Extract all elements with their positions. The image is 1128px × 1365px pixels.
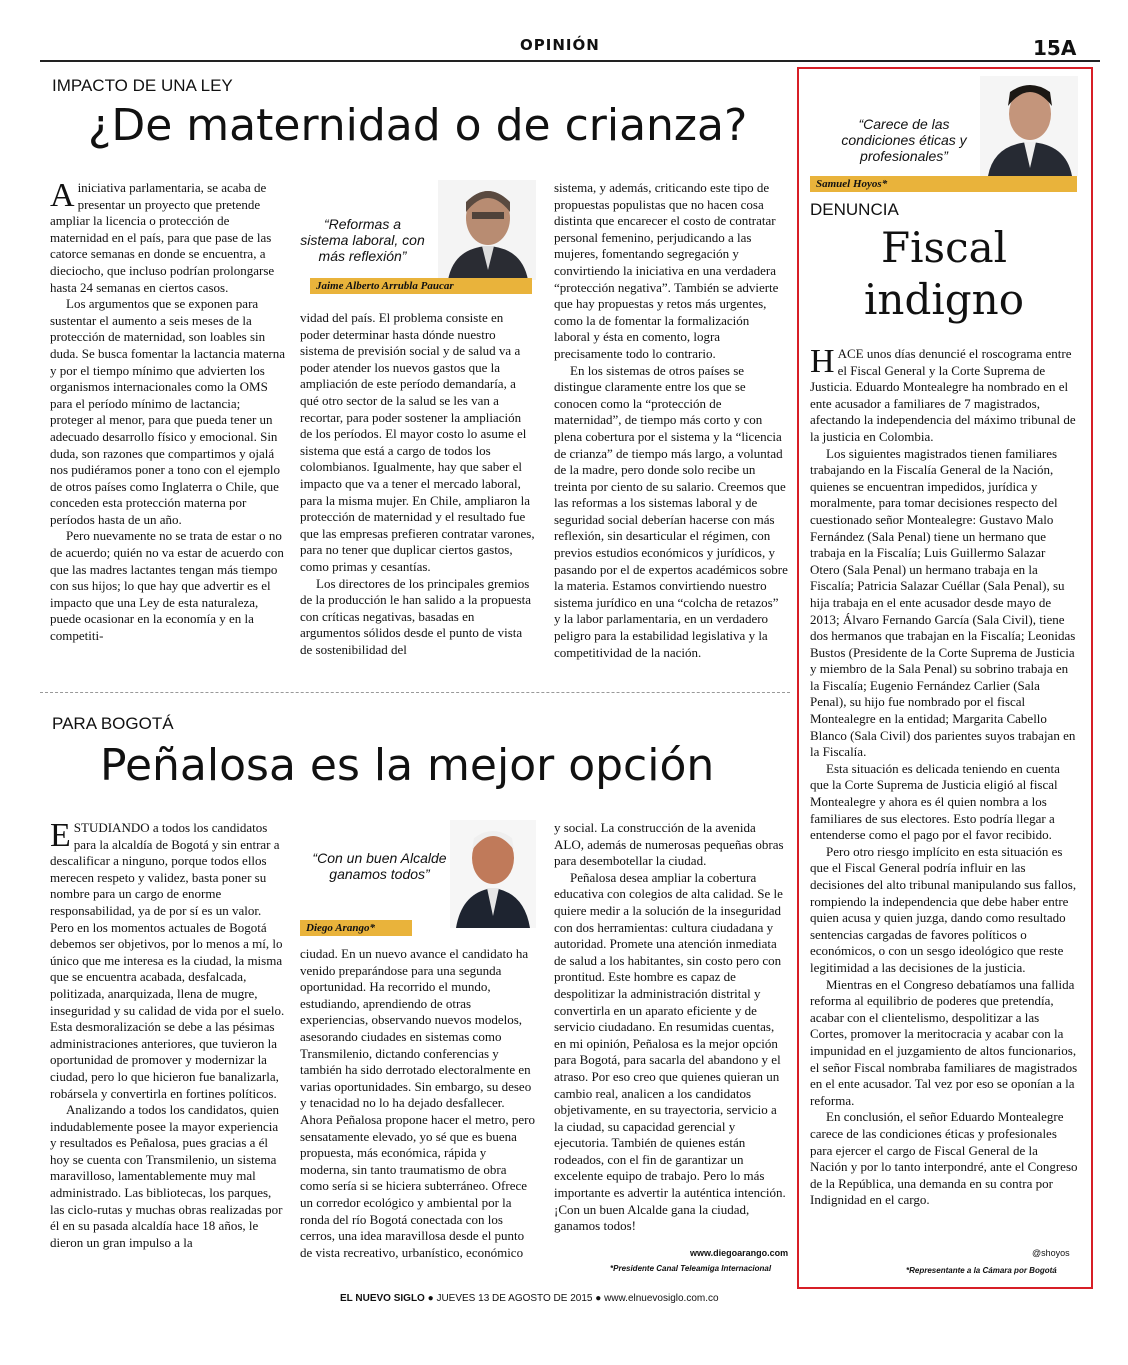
paragraph: Los argumentos que se exponen para sustentar el aumento a seis meses de la protección de maternidad, son loables sin duda. Se busca fomentar la lactancia materna y por el tiempo mínimo que advierten los organismos internacionales como la OMS para el período mínimo de lactancia; proteger al menor, para que pueda tener un adecuado desarrollo físico y emocional. Sin duda, son razones que compartimos y ojalá nos pudiéramos poner a tono con el ejemplo de otros países como Inglaterra o Chile, que conceden esta protección materna por períodos hasta de un año. xyxy=(50,296,285,527)
paragraph: Pero nuevamente no se trata de estar o no de acuerdo; quién no va estar de acuerdo con que las madres lactantes tengan más tiempo con sus hijos; lo que hay que advertir es el impacto que una Ley de esta naturaleza, puede ocasionar en la economía y en la competiti- xyxy=(50,528,284,644)
footer-date: JUEVES 13 DE AGOSTO DE 2015 xyxy=(436,1293,593,1304)
author-box-arango xyxy=(300,820,536,938)
article1-col2 xyxy=(300,310,536,658)
article2-headline: Peñalosa es la mejor opción xyxy=(100,740,715,791)
author-name: Diego Arango* xyxy=(300,920,412,936)
paragraph: Peñalosa desea ampliar la cobertura educativa con colegios de alta calidad. Se le quiere medir a la solución de la inseguridad con dos herramientas: cultura ciudadana y autoridad. Promete una atención inmediata de salud a los habitantes, sin costo pero con prontitud. Este hombre es capaz de despolitizar la administración distrital y convertirla en un aparato eficiente y de servicio ciudadano. En resumidas cuentas, en mi opinión, Peñalosa es la mejor opción para Bogotá, para sacarla del abandono y el atraso. Por eso creo que quienes quieran un cambio real, analicen a los candidatos objetivamente, en su trayectoria, servicio a la ciudad, su capacidad gerencial y ejecutoria. También de quienes están rodeados, con el fin de garantizar un excelente equipo de trabajo. Pero lo más importante es advertir la auténtica intención. ¡Con un buen Alcalde gana la ciudad, ganamos todos! xyxy=(554,869,786,1234)
author-handle: @shoyos xyxy=(1032,1248,1070,1258)
article-divider xyxy=(40,692,790,693)
headline-line: indigno xyxy=(863,275,1025,324)
paragraph: Mientras en el Congreso debatíamos una fallida reforma al equilibrio de poderes que pretendía, acabar con el clientelismo, despolitizar a las Cortes, promover la meritocracia y acabar con la impunidad en el juzgamiento de altos funcionarios, el señor Fiscal nombraba familiares de magistrados en el ente acusador. Tal vez por eso se oponían a la reforma. xyxy=(810,976,1078,1108)
headline-line: Fiscal xyxy=(880,223,1008,272)
article3-dropcap: H xyxy=(810,343,835,380)
paragraph: Los siguientes magistrados tienen familiares trabajando en la Fiscalía General de la Nación, quienes se encuentran impedidos, jurídica y moralmente, para tomar decisiones respecto del cuestionado señor Montealegre: Gustavo Malo Fernández (Sala Penal) tiene un hermano que trabaja en la Fiscalía; Luis Guillermo Salazar Otero (Sala Penal) un hermano trabaja en la Fiscalía; Patricia Salazar Cuéllar (Sala Penal), su hija trabaja en el ente acusador desde mayo de 2013; Álvaro Fernando García (Sala Civil), tiene dos hermanos que trabajan en la Fiscalía; Leonidas Bustos (Presidente de la Corte Suprema de Justicia y miembro de la Sala Penal) su sobrino trabaja en la Fiscalía; Eugenio Fernández Carlier (Sala Penal), su hijo fue nombrado por el fiscal Montealegre en la entidad; Margarita Cabello Blanco (Sala Civil) dos parientes suyos trabajan en la Fiscalía. xyxy=(810,445,1076,760)
paragraph: Los directores de los principales gremios de la producción le han salido a la propuesta con críticas negativas, basadas en argumentos sólidos desde el punto de vista de sostenibilidad del xyxy=(300,575,532,657)
author-footnote: *Representante a la Cámara por Bogotá xyxy=(906,1266,1057,1275)
article2-col2 xyxy=(300,946,536,1261)
author-name: Jaime Alberto Arrubla Paucar xyxy=(310,278,532,294)
author-photo xyxy=(450,820,536,928)
article2-kicker: PARA BOGOTÁ xyxy=(52,714,174,733)
article3-headline xyxy=(810,222,1078,326)
page-footer xyxy=(340,1293,719,1304)
pull-quote: “Con un buen Alcalde ganamos todos” xyxy=(312,850,447,882)
paragraph: ciudad. En un nuevo avance el candidato ha venido preparándose para una segunda oportunidad. Ha recorrido el mundo, estudiando, aprendiendo de otras experiencias, observando nuevos modelos, asesorando ciudades en sistemas como Transmilenio, dictando conferencias y también ha sido derrotado electoralmente en varias oportunidades. Sin embargo, su deseo y tenacidad no lo ha dejado desfallecer. Ahora Peñalosa propone hacer el metro, pero sensatamente elevado, yo sé que es buena propuesta, más económica, rápida y moderna, sin tanto traumatismo de obra como sería si se hiciera subterráneo. Ofrece un corredor ecológico y ambiental por la ronda del río Bogotá conectada con los cerros, una idea maravillosa desde el punto de vista recreativo, urbanístico, económico xyxy=(300,946,535,1260)
article1-kicker: IMPACTO DE UNA LEY xyxy=(52,76,233,95)
article1-col1 xyxy=(50,177,286,645)
bullet-icon: ● xyxy=(427,1293,434,1304)
paragraph: y social. La construcción de la avenida ALO, además de numerosas pequeñas obras para desembotellar la ciudad. xyxy=(554,820,784,869)
author-photo xyxy=(980,76,1078,176)
footer-url: www.elnuevosiglo.com.co xyxy=(604,1293,719,1304)
paragraph: vidad del país. El problema consiste en poder determinar hasta dónde nuestro sistema de previsión social y de salud va a poder atender los nuevos gastos que la ampliación de este período demandaría, a qué otro sector de la salud se les van a recortar, para poder sostener la ampliación de los períodos. El mayor costo lo asume el sistema que está a cargo de todos los colombianos. Igualmente, hay que saber el impacto que va a tener el mercado laboral, para la misma mujer. En Chile, ampliaron la protección de maternidad y el resultado fue que las empresas prefieren contratar varones, para no tener que duplicar ciertos gastos, como primas y cesantías. xyxy=(300,310,535,574)
author-box-arrubla xyxy=(300,180,536,296)
page-number: 15A xyxy=(1033,36,1077,60)
bullet-icon: ● xyxy=(595,1293,602,1304)
author-photo xyxy=(438,180,536,280)
article3-kicker: DENUNCIA xyxy=(810,200,899,219)
paragraph: iniciativa parlamentaria, se acaba de presentar un proyecto que pretende ampliar la licencia o protección de maternidad en el país, para que pase de las catorce semanas en donde se encuentra, a dieciocho, que incluso podrían prolongarse hasta 24 semanas en ciertos casos. xyxy=(50,180,275,295)
article2-col3 xyxy=(554,820,788,1235)
paragraph: Analizando a todos los candidatos, quien indudablemente posee la mayor experiencia y resultados es Peñalosa, pues gracias a él hoy se cuenta con Transmilenio, un sistema maravilloso, lamentablemente muy mal administrado. Las bibliotecas, los parques, las ciclo-rutas y muchas obras realizadas por él en su pasada alcaldía hace 18 años, le dieron un gran impulso a la xyxy=(50,1102,283,1250)
article3-body xyxy=(810,343,1078,1209)
pull-quote: “Carece de las condiciones éticas y profesionales” xyxy=(841,116,967,164)
section-title: OPINIÓN xyxy=(520,36,600,54)
newspaper-name: EL NUEVO SIGLO xyxy=(340,1293,425,1304)
author-box-hoyos xyxy=(810,76,1078,194)
author-name: Samuel Hoyos* xyxy=(810,176,1077,192)
article1-headline: ¿De maternidad o de crianza? xyxy=(88,100,748,151)
article1-col3 xyxy=(554,180,788,661)
paragraph: Pero otro riesgo implícito en esta situación es que el Fiscal General podría influir en las decisiones del alto tribunal manipulando sus fallos, rompiendo la independencia que debe haber entre quien acusa y quien juzga, dando como resultado sentencias cargadas de favores políticos o económicos, o con un sesgo ideológico que reste legitimidad a las decisiones de la justicia. xyxy=(810,843,1077,975)
paragraph: Esta situación es delicada teniendo en cuenta que la Corte Suprema de Justicia eligió al fiscal Montealegre y ahora es él quien nombra a los familiares de sus electores. Esto podría llegar a entenderse como el pago por el favor recibido. xyxy=(810,760,1060,843)
pull-quote: “Reformas a sistema laboral, con más reflexión” xyxy=(300,216,425,264)
article1-dropcap: A xyxy=(50,177,75,214)
header-rule xyxy=(40,60,1100,62)
article2-dropcap: E xyxy=(50,817,71,854)
author-footnote: *Presidente Canal Teleamiga Internacional xyxy=(610,1264,772,1273)
paragraph: En conclusión, el señor Eduardo Montealegre carece de las condiciones éticas y profesionales para ejercer el cargo de Fiscal General de la Nación y por lo tanto interpondré, ante el Congreso de la República, una demanda en su contra por Indignidad en el cargo. xyxy=(810,1109,1078,1208)
paragraph: En los sistemas de otros países se distingue claramente entre los que se conocen como la “protección de maternidad”, de tiempo más corto y con plena cobertura por el sistema y la “licencia de crianza” de tiempo más largo, a voluntad de la madre, pero donde solo recibe un treinta por ciento de su salario. Creemos que las reformas a los sistemas laboral y de seguridad social deberían hacerse con más reflexión, sin desarticular el régimen, con previos estudios económicos y jurídicos, y pasando por el de expertos académicos sobre la materia. Estamos convirtiendo nuestro sistema jurídico en una “colcha de retazos” y la labor parlamentaria, en un verdadero peligro para la estabilidad legislativa y la competitividad de la nación. xyxy=(554,362,788,660)
article2-col1 xyxy=(50,817,286,1251)
paragraph: sistema, y además, criticando este tipo de propuestas populistas que no hacen cosa distinta que encarecer el costo de contratar personal femenino, perjudicando a las mujeres, fomentando segregación y convirtiendo la iniciativa en una verdadera “protección negativa”. También se advierte que hay propuestas y retos más urgentes, como la de fomentar la formalización laboral y ésta en comento, logra precisamente todo lo contrario. xyxy=(554,180,779,361)
paragraph: ACE unos días denuncié el roscograma entre el Fiscal General y la Corte Suprema de Justicia. Eduardo Montealegre ha nombrado en el ente acusador a familiares de 7 magistrados, afectando la independencia del máximo tribunal de la justicia en Colombia. xyxy=(810,346,1076,444)
author-website: www.diegoarango.com xyxy=(690,1248,789,1258)
paragraph: STUDIANDO a todos los candidatos para la alcaldía de Bogotá y sin entrar a descalificar a ninguno, porque todos ellos merecen respeto y validez, basta poner su nombre para un cargo de enorme responsabilidad, ya de por sí es un valor. Pero en los momentos actuales de Bogotá debemos ser objetivos, por lo menos a mí, lo único que me interesa es la ciudad, la misma que se encuentra acabada, desfalcada, politizada, anarquizada, llena de mugre, inseguridad y su calidad de vida por el suelo. Esta desmoralización se debe a las pésimas administraciones anteriores, que tuvieron la oportunidad de promover y modernizar la ciudad, pero lo que hicieron fue banalizarla, robársela y convertirla en fortines políticos. xyxy=(50,820,285,1101)
